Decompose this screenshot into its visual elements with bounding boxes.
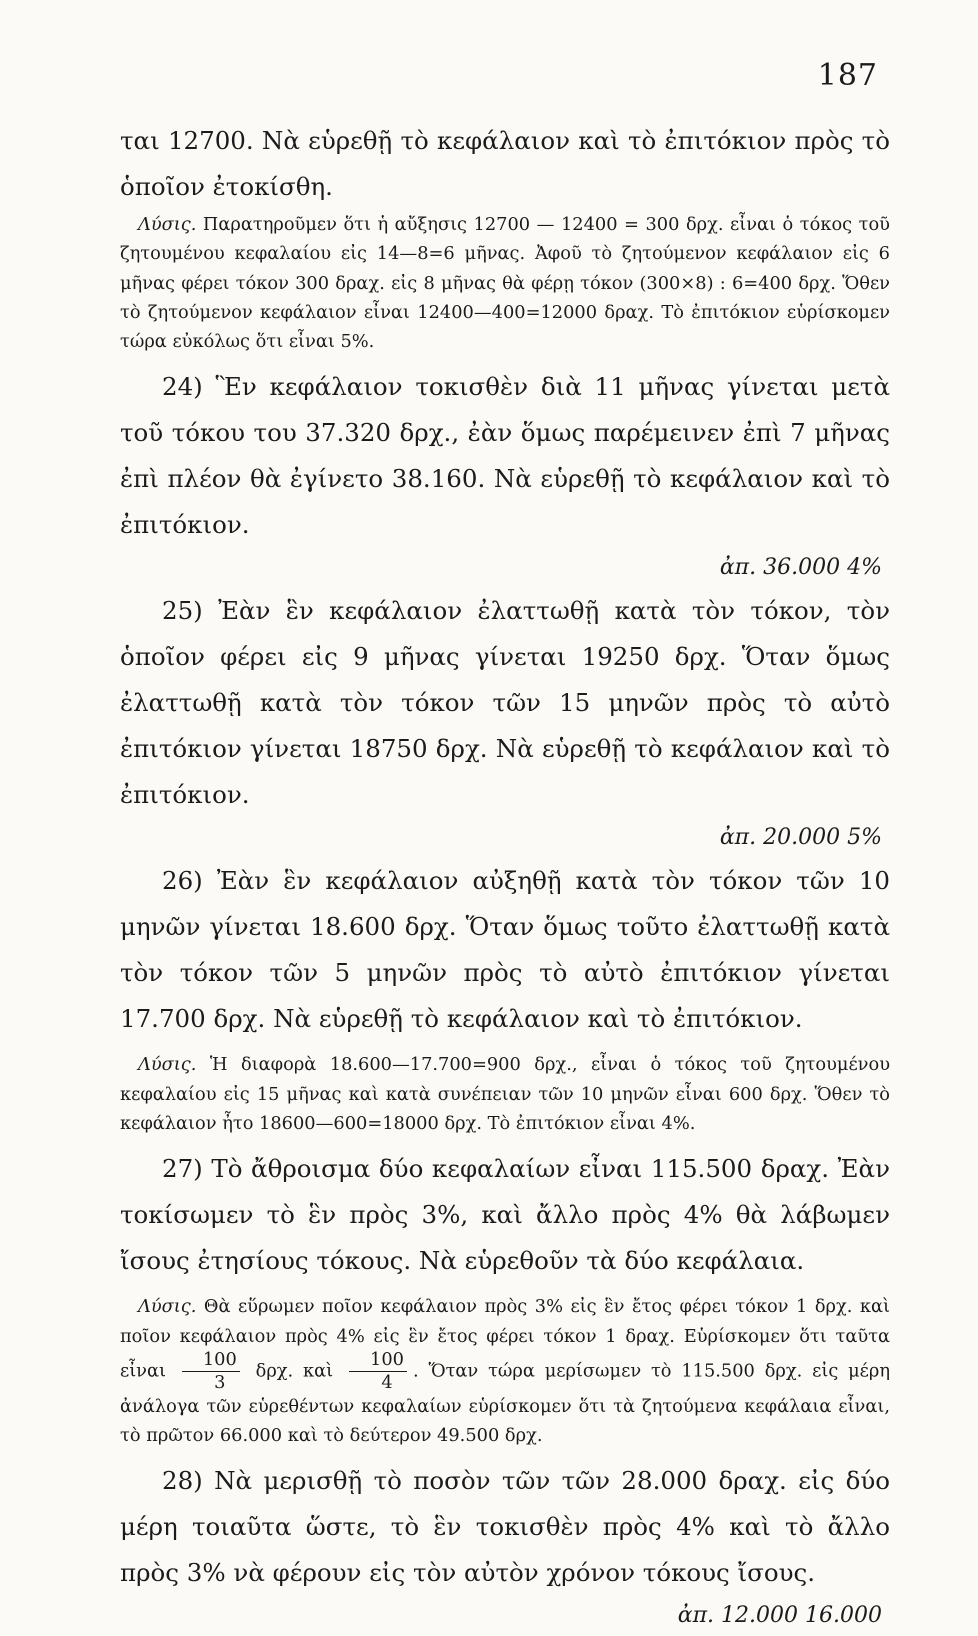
- answer-28: ἀπ. 12.000 16.000: [677, 1603, 882, 1629]
- solution-text: Ἡ διαφορὰ 18.600—17.700=900 δρχ., εἶναι ὁ τόκος τοῦ ζητουμένου κεφαλαίου εἰς 15 μῆνας καὶ κατὰ συνέπειαν τῶν 10 μηνῶν εἶναι 600 δρχ. Ὅθεν τὸ κεφάλαιον ἦτο 18600—600=18000 δρχ. Τὸ ἐπιτόκιον εἶναι 4%.: [120, 1054, 890, 1135]
- page-content: [120, 118, 890, 1636]
- problem-27: 27) Τὸ ἄθροισμα δύο κεφαλαίων εἶναι 115.500 δραχ. Ἐὰν τοκίσωμεν τὸ ἓν πρὸς 3%, καὶ ἄλλο πρὸς 4% θὰ λάβωμεν ἴσους ἐτησίους τόκους. Νὰ εὑρεθοῦν τὰ δύο κεφάλαια.: [120, 1154, 890, 1276]
- solution-27: [120, 1292, 890, 1450]
- solution-23: [120, 210, 890, 356]
- fraction-100-over-3: [182, 1348, 240, 1393]
- solution-label: Λύσις.: [138, 214, 197, 235]
- fraction-100-over-4: [349, 1348, 407, 1393]
- solution-label: Λύσις.: [138, 1296, 197, 1318]
- fraction-numerator: 100: [202, 1348, 237, 1370]
- page-number: 187: [817, 58, 878, 93]
- answer-25: ἀπ. 20.000 5%: [719, 825, 882, 851]
- answer-24: ἀπ. 36.000 4%: [719, 555, 882, 581]
- problem-28: 28) Νὰ μερισθῇ τὸ ποσὸν τῶν τῶν 28.000 δραχ. εἰς δύο μέρη τοιαῦτα ὥστε, τὸ ἓν τοκισθὲν πρὸς 4% καὶ τὸ ἄλλο πρὸς 3% νὰ φέρουν εἰς τὸν αὐτὸν χρόνον τόκους ἴσους.: [120, 1466, 890, 1588]
- problem-24: 24) Ἓν κεφάλαιον τοκισθὲν διὰ 11 μῆνας γίνεται μετὰ τοῦ τόκου του 37.320 δρχ., ἐὰν ὅμως παρέμεινεν ἐπὶ 7 μῆνας ἐπὶ πλέον θὰ ἐγίνετο 38.160. Νὰ εὑρεθῇ τὸ κεφάλαιον καὶ τὸ ἐπιτόκιον.: [120, 372, 890, 540]
- problem-23-continuation: ται 12700. Νὰ εὑρεθῇ τὸ κεφάλαιον καὶ τὸ ἐπιτόκιον πρὸς τὸ ὁποῖον ἐτοκίσθη.: [120, 126, 890, 201]
- solution-26: [120, 1050, 890, 1138]
- fraction-numerator: 100: [370, 1348, 404, 1370]
- solution-label: Λύσις.: [138, 1054, 197, 1076]
- solution-text-c: . Ὅταν τώρα μερίσωμεν τὸ 115.500 δρχ. εἰς μέρη ἀνάλογα τῶν εὑρεθέντων κεφαλαίων εὑρίσκομεν ὅτι τὰ ζητούμενα κεφάλαια εἶναι, τὸ πρῶτον 66.000 καὶ τὸ δεύτερον 49.500 δρχ.: [120, 1360, 890, 1446]
- fraction-denominator: 4: [349, 1371, 407, 1392]
- solution-text-b: δρχ. καὶ: [255, 1360, 334, 1382]
- solution-text: Παρατηροῦμεν ὅτι ἡ αὔξησις 12700 — 12400 = 300 δρχ. εἶναι ὁ τόκος τοῦ ζητουμένου κεφαλαίου εἰς 14—8=6 μῆνας. Ἀφοῦ τὸ ζητούμενον κεφάλαιον εἰς 6 μῆνας φέρει τόκον 300 δραχ. εἰς 8 μῆνας θὰ φέρῃ τόκον (300×8) : 6=400 δρχ. Ὅθεν τὸ ζητούμενον κεφάλαιον εἶναι 12400—400=12000 δραχ. Τὸ ἐπιτόκιον εὑρίσκομεν τώρα εὐκόλως ὅτι εἶναι 5%.: [120, 214, 890, 353]
- problem-26: 26) Ἐὰν ἓν κεφάλαιον αὐξηθῇ κατὰ τὸν τόκον τῶν 10 μηνῶν γίνεται 18.600 δρχ. Ὅταν ὅμως τοῦτο ἐλαττωθῇ κατὰ τὸν τόκον τῶν 5 μηνῶν πρὸς τὸ αὐτὸ ἐπιτόκιον γίνεται 17.700 δρχ. Νὰ εὑρεθῇ τὸ κεφάλαιον καὶ τὸ ἐπιτόκιον.: [120, 866, 890, 1034]
- problem-25: 25) Ἐὰν ἓν κεφάλαιον ἐλαττωθῇ κατὰ τὸν τόκον, τὸν ὁποῖον φέρει εἰς 9 μῆνας γίνεται 19250 δρχ. Ὅταν ὅμως ἐλαττωθῇ κατὰ τὸν τόκον τῶν 15 μηνῶν πρὸς τὸ αὐτὸ ἐπιτόκιον γίνεται 18750 δρχ. Νὰ εὑρεθῇ τὸ κεφάλαιον καὶ τὸ ἐπιτόκιον.: [120, 596, 890, 810]
- solution-text-a: Θὰ εὕρωμεν ποῖον κεφάλαιον πρὸς 3% εἰς ἓν ἔτος φέρει τόκον 1 δρχ. καὶ ποῖον κεφάλαιον πρὸς 4% εἰς ἓν ἔτος φέρει τόκον 1 δραχ. Εὑρίσκομεν ὅτι ταῦτα εἶναι: [120, 1296, 890, 1382]
- fraction-denominator: 3: [182, 1371, 240, 1392]
